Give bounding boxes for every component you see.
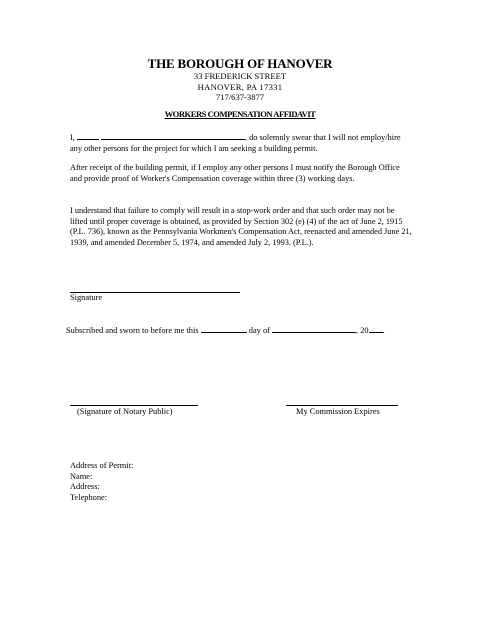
name-label: Name: <box>70 471 93 481</box>
sworn-statement <box>66 324 385 335</box>
city-address: HANOVER, PA 17331 <box>197 82 283 92</box>
month-blank[interactable] <box>272 324 356 333</box>
notary-label: (Signature of Notary Public) <box>77 407 173 416</box>
phone-number: 717/637-3877 <box>215 92 265 102</box>
initial-blank[interactable] <box>77 131 99 140</box>
year-blank[interactable] <box>369 324 383 333</box>
sworn-text-2: day of <box>248 326 270 335</box>
notify-paragraph: After receipt of the building permit, if I employ any other persons I must notify the Borough Office and provide proof of Worker's Compensation coverage within three (3) working days. <box>70 163 400 183</box>
form-title: WORKERS COMPENSATION AFFIDAVIT <box>164 109 316 119</box>
telephone-label: Telephone: <box>70 493 108 503</box>
borough-title: THE BOROUGH OF HANOVER <box>147 56 333 71</box>
day-blank[interactable] <box>201 324 247 333</box>
name-blank[interactable] <box>101 131 245 140</box>
commission-label: My Commission Expires <box>296 407 380 416</box>
signature-label: Signature <box>70 293 103 302</box>
swear-prefix: I, <box>70 133 75 142</box>
swear-paragraph <box>70 131 412 154</box>
notary-signature-line[interactable] <box>70 405 198 406</box>
stop-work-paragraph: I understand that failure to comply will result in a stop-work order and that such order may not be lifted until proper coverage is obtained, as provided by Section 302 (e) (4) of the act of June 2, 1915 (P.L. 736), known as the Pennsylvania Workmen's Compensation Act, reenacted and amended June 21, 1939, and amended December 5, 1974, and amended July 2, 1993. (P.L.). <box>70 206 412 247</box>
commission-line[interactable] <box>286 405 398 406</box>
sworn-text-1: Subscribed and sworn to before me this <box>66 326 199 335</box>
address-of-permit-label: Address of Permit: <box>70 461 134 470</box>
sworn-text-3: , 20 <box>356 326 369 335</box>
address-label: Address: <box>70 482 100 492</box>
permit-fields <box>70 461 133 504</box>
street-address: 33 FREDERICK STREET <box>193 71 287 81</box>
swear-suffix: , do solemnly swear that I will not employ/hire any other persons for the project for which I am seeking a building permit. <box>70 133 401 153</box>
sworn-text-4: . <box>382 326 385 335</box>
